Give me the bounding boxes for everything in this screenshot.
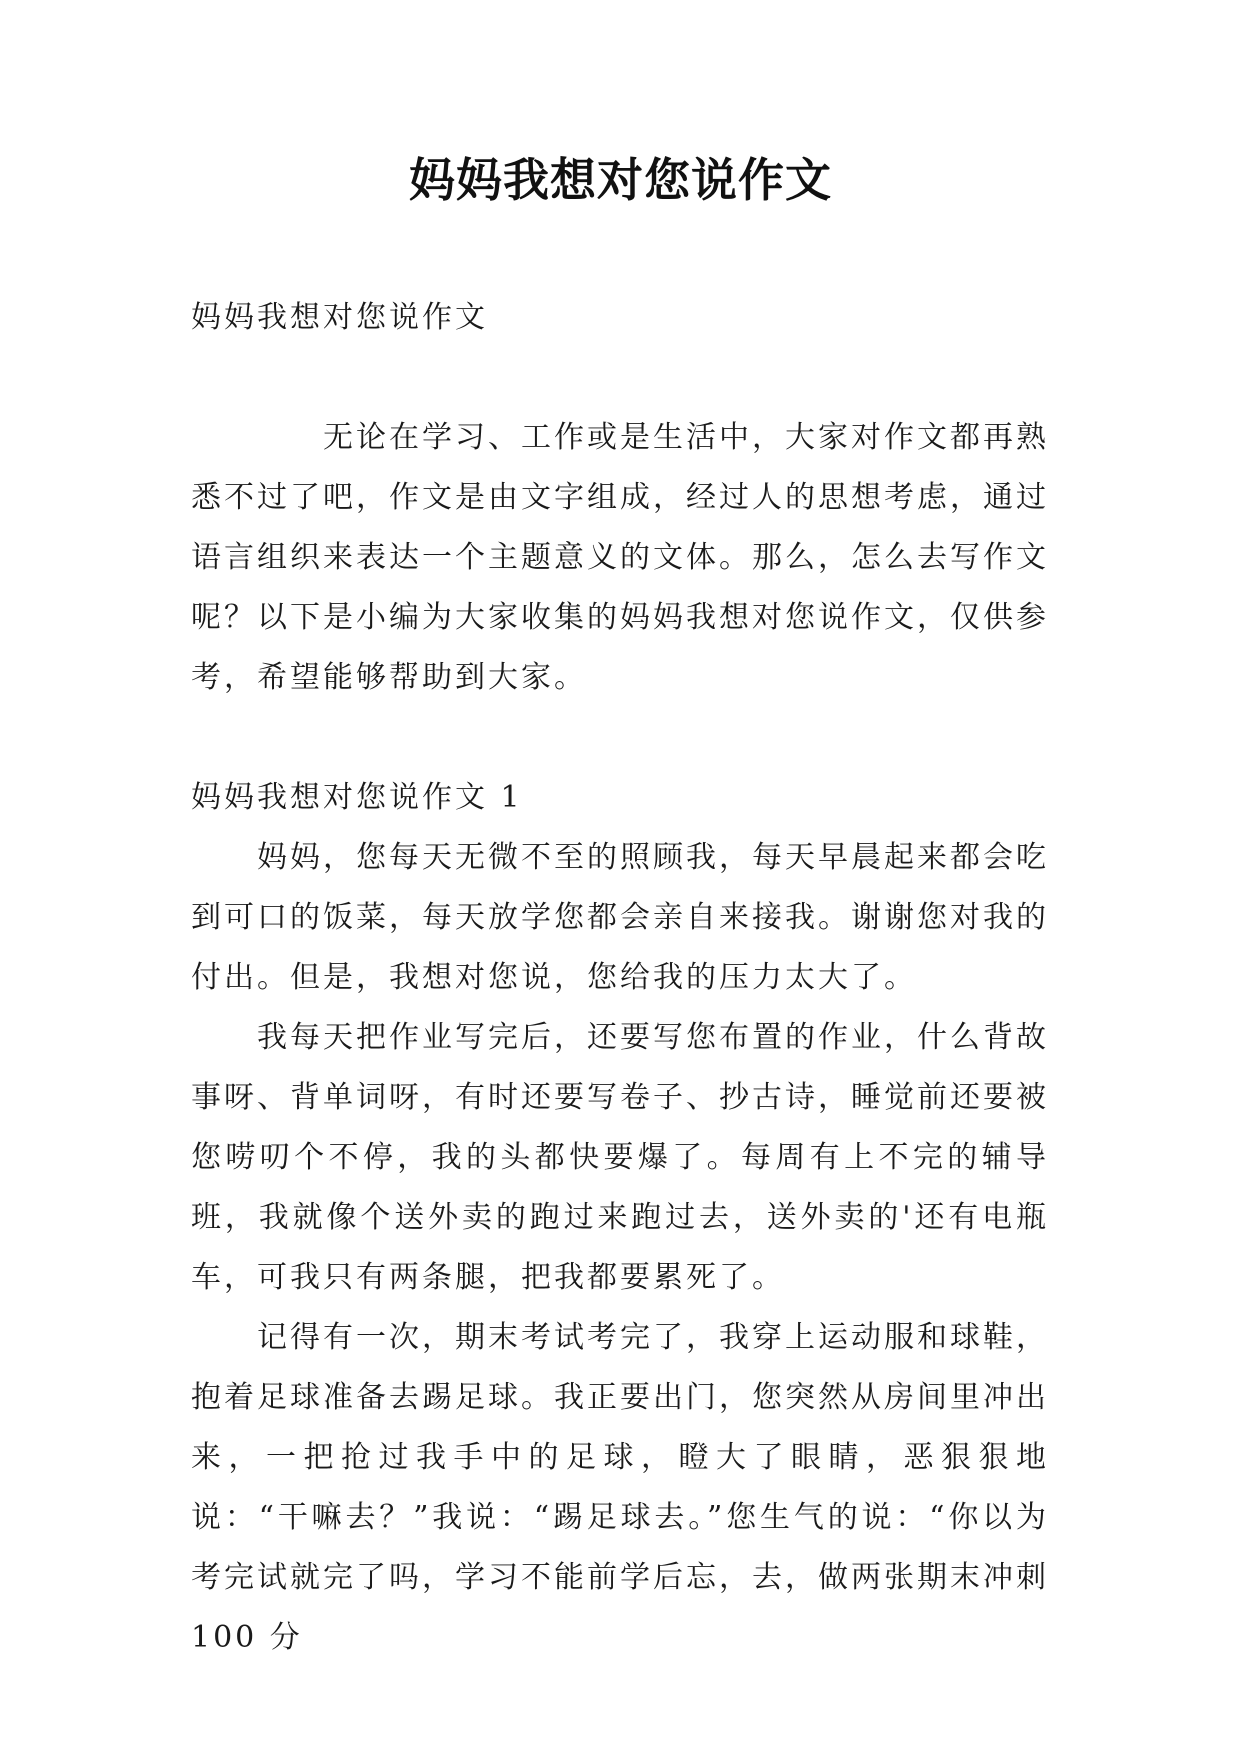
- body-paragraph: 我每天把作业写完后，还要写您布置的作业，什么背故事呀、背单词呀，有时还要写卷子、抄古诗，睡觉前还要被您唠叨个不停，我的头都快要爆了。每周有上不完的辅导班，我就像个送外卖的跑过来跑过去，送外卖的'还有电瓶车，可我只有两条腿，把我都要累死了。: [191, 1020, 1049, 1295]
- body-paragraph: 记得有一次，期末考试考完了，我穿上运动服和球鞋，抱着足球准备去踢足球。我正要出门，您突然从房间里冲出来，一把抢过我手中的足球，瞪大了眼睛，恶狠狠地说：“干嘛去？”我说：“踢足球去。”您生气的说：“你以为考完试就完了吗，学习不能前学后忘，去，做两张期末冲刺 100 分: [191, 1320, 1049, 1655]
- intro-paragraph: 无论在学习、工作或是生活中，大家对作文都再熟悉不过了吧，作文是由文字组成，经过人的思想考虑，通过语言组织来表达一个主题意义的文体。那么，怎么去写作文呢？以下是小编为大家收集的妈妈我想对您说作文，仅供参考，希望能够帮助到大家。: [191, 420, 1049, 695]
- body-paragraph: 妈妈，您每天无微不至的照顾我，每天早晨起来都会吃到可口的饭菜，每天放学您都会亲自来接我。谢谢您对我的付出。但是，我想对您说，您给我的压力太大了。: [191, 840, 1049, 995]
- document-body: [191, 288, 1049, 1668]
- section-heading: 妈妈我想对您说作文 1: [191, 780, 523, 815]
- document-title: 妈妈我想对您说作文: [409, 153, 832, 207]
- document-subtitle: 妈妈我想对您说作文: [191, 300, 488, 335]
